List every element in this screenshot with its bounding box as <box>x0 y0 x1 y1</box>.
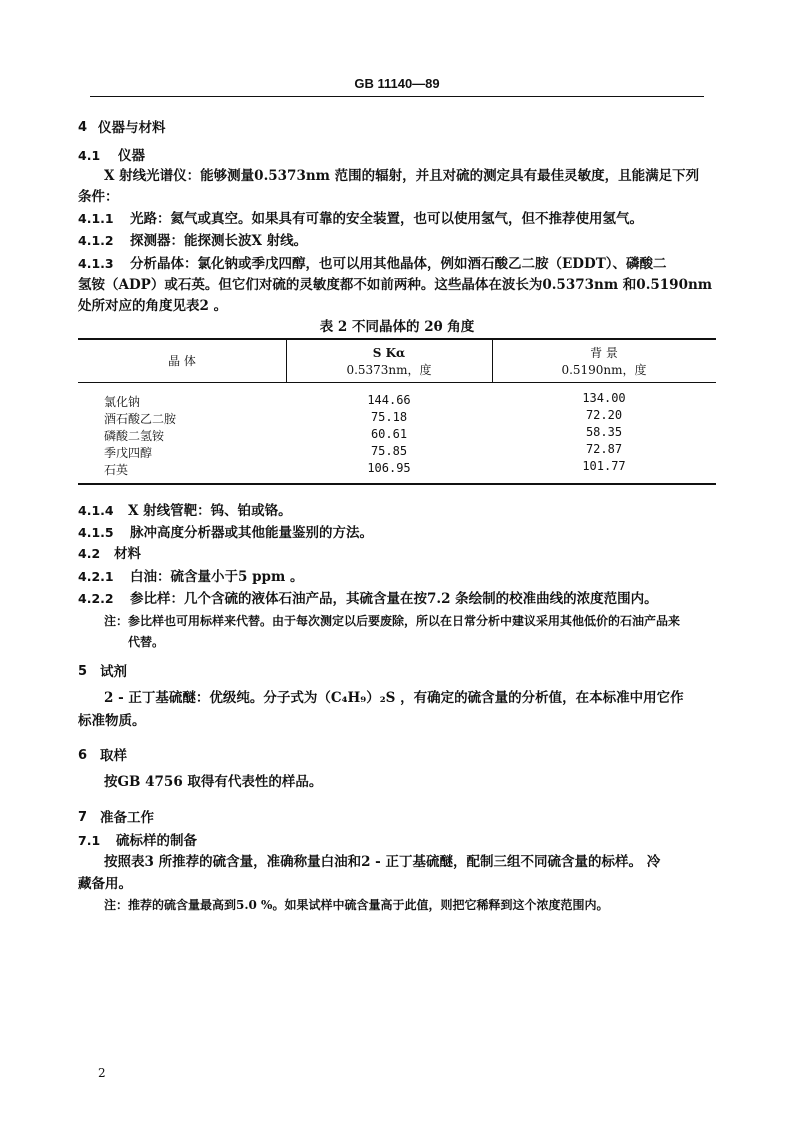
section-4-2-1-text: 白油：硫含量小于5 ppm 。 <box>130 569 304 585</box>
section-4-2-1-number: 4.2.1 <box>78 569 114 584</box>
paragraph-5-line2: 标准物质。 <box>78 713 146 729</box>
section-4-2-2-number: 4.2.2 <box>78 591 114 606</box>
table-caption: 表 2 不同晶体的 2θ 角度 <box>319 319 475 335</box>
table-row-value-ska: 106.95 <box>367 461 411 475</box>
table-row-name: 季戊四醇 <box>104 446 153 460</box>
note-2: 注：推荐的硫含量最高到5.0 %。如果试样中硫含量高于此值，则把它稀释到这个浓度范围内。 <box>104 898 609 912</box>
paragraph-6: 按GB 4756 取得有代表性的样品。 <box>104 774 323 790</box>
table-header-crystal: 晶 体 <box>168 354 196 368</box>
table-row-value-background: 134.00 <box>582 391 626 405</box>
section-4-1-number: 4.1 <box>78 148 101 163</box>
table-header-background-unit: 0.5190nm，度 <box>561 363 647 377</box>
section-7-title: 准备工作 <box>100 810 154 826</box>
table-row-value-background: 72.20 <box>585 408 623 422</box>
table-row-value-ska: 144.66 <box>367 393 411 407</box>
section-4-1-1-number: 4.1.1 <box>78 211 114 226</box>
paragraph-4-1-line1: X 射线光谱仪：能够测量0.5373nm 范围的辐射，并且对硫的测定具有最佳灵敏度，且能满足下列 <box>104 168 700 184</box>
section-7-1-title: 硫标样的制备 <box>116 833 197 849</box>
table-row-value-background: 72.87 <box>585 442 623 456</box>
table-row-value-background: 101.77 <box>582 459 626 473</box>
section-6-title: 取样 <box>100 748 127 764</box>
table-row-name: 磷酸二氢铵 <box>104 429 165 443</box>
table-row-value-background: 58.35 <box>585 425 623 439</box>
note-1-line2: 代替。 <box>128 635 165 649</box>
section-7-1-number: 7.1 <box>78 833 101 848</box>
section-4-1-2-number: 4.1.2 <box>78 233 114 248</box>
section-4-1-4-text: X 射线管靶：钨、铂或铬。 <box>128 503 292 519</box>
section-4-1-title: 仪器 <box>118 148 145 164</box>
page-number: 2 <box>98 1066 106 1080</box>
page-header: GB 11140—89 <box>354 76 440 91</box>
section-4-2-2-text: 参比样：几个含硫的液体石油产品，其硫含量在按7.2 条绘制的校准曲线的浓度范围内。 <box>130 591 658 607</box>
section-4-1-1-text: 光路：氦气或真空。如果具有可靠的安全装置，也可以使用氢气，但不推荐使用氢气。 <box>130 211 643 227</box>
section-4-1-3-line3: 处所对应的角度见表2 。 <box>78 298 228 314</box>
section-4-1-5-text: 脉冲高度分析器或其他能量鉴别的方法。 <box>130 525 373 541</box>
section-5-number: 5 <box>78 664 88 679</box>
section-4-1-4-number: 4.1.4 <box>78 503 114 518</box>
table-header-background: 背 景 <box>590 346 618 360</box>
section-5-title: 试剂 <box>100 664 127 680</box>
table-row-value-ska: 75.85 <box>370 444 408 458</box>
section-4-2-number: 4.2 <box>78 546 101 561</box>
table-row-value-ska: 60.61 <box>370 427 408 441</box>
section-4-title: 仪器与材料 <box>98 120 166 136</box>
section-7-number: 7 <box>78 810 88 825</box>
section-4-1-2-text: 探测器：能探测长波X 射线。 <box>130 233 308 249</box>
table-header-ska: S Kα <box>372 346 406 360</box>
paragraph-5-line1: 2 - 正丁基硫醚：优级纯。分子式为（C₄H₉）₂S ，有确定的硫含量的分析值，在本标准中用它作 <box>104 690 684 706</box>
paragraph-4-1-line2: 条件： <box>78 189 119 205</box>
section-4-2-title: 材料 <box>114 546 141 562</box>
section-4-1-3-number: 4.1.3 <box>78 256 114 271</box>
paragraph-7-1-line1: 按照表3 所推荐的硫含量，准确称量白油和2 - 正丁基硫醚，配制三组不同硫含量的标样。 冷 <box>104 854 661 870</box>
section-4-1-3-line2: 氢铵（ADP）或石英。但它们对硫的灵敏度都不如前两种。这些晶体在波长为0.5373nm 和0.5190nm <box>78 277 713 293</box>
section-4-1-5-number: 4.1.5 <box>78 525 114 540</box>
section-4-1-3-text: 分析晶体：氯化钠或季戊四醇，也可以用其他晶体，例如酒石酸乙二胺（EDDT）、磷酸二 <box>130 256 667 272</box>
paragraph-7-1-line2: 藏备用。 <box>78 876 132 892</box>
table-row-name: 酒石酸乙二胺 <box>104 412 177 426</box>
table-row-name: 石英 <box>104 463 129 477</box>
section-6-number: 6 <box>78 748 88 763</box>
table-header-ska-unit: 0.5373nm，度 <box>346 363 432 377</box>
table-row-value-ska: 75.18 <box>370 410 408 424</box>
table-row-name: 氯化钠 <box>104 395 141 409</box>
note-1-line1: 注：参比样也可用标样来代替。由于每次测定以后要废除，所以在日常分析中建议采用其他低价的石油产品来 <box>104 614 681 628</box>
table-header-rule <box>78 382 716 383</box>
section-4-number: 4 <box>78 120 88 135</box>
crystal-angle-table <box>78 338 716 485</box>
header-rule <box>90 96 704 97</box>
